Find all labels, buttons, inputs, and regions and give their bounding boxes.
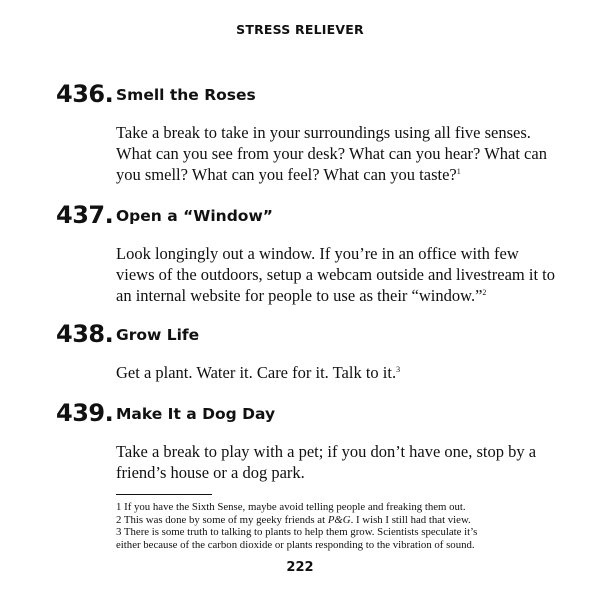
tip-body-text: Take a break to play with a pet; if you don’t have one, stop by a friend’s house or a dog park. [116,442,537,482]
footnote-3-continued: either because of the carbon dioxide or plants responding to the vibration of sound. [116,538,475,551]
footnotes [116,501,556,551]
tip-number: 438. [56,320,114,348]
tip-number: 436. [56,80,114,108]
tip-body-text: Get a plant. Water it. Care for it. Talk to it. [116,363,397,382]
page-number: 222 [286,560,314,575]
footnote-2 [116,514,556,527]
footnote-divider [116,494,212,495]
footnote-ref: 2 [482,288,487,297]
footnote-1: 1 If you have the Sixth Sense, maybe avoid telling people and freaking them out. [116,501,466,513]
footnote-ref: 3 [396,365,401,374]
tip-body [116,243,556,306]
tip-body [116,362,556,383]
tip-body [116,441,556,483]
tip-title: Smell the Roses [116,86,256,104]
tip-body [116,122,556,185]
footnote-2-text-before: 2 This was done by some of my geeky friends at [116,513,328,526]
tip-number: 439. [56,399,114,427]
tip-title: Open a “Window” [116,207,273,225]
tip-title: Grow Life [116,326,200,344]
running-header: STRESS RELIEVER [236,22,364,37]
footnote-3: 3 There is some truth to talking to plants to help them grow. Scientists speculate it’s [116,526,478,538]
footnote-2-company: P&G [327,513,351,526]
tip-body-text: Look longingly out a window. If you’re in an office with few views of the outdoors, setup a webcam outside and livestream it to an internal website for people to use as their “window.” [116,244,555,305]
footnote-ref: 1 [456,167,461,176]
tip-body-text: Take a break to take in your surroundings using all five senses. What can you see from your desk? What can you hear? What can you smell? What can you feel? What can you taste? [116,123,547,184]
tip-number: 437. [56,201,114,229]
footnote-2-text-after: . I wish I still had that view. [350,513,471,526]
tip-title: Make It a Dog Day [116,405,276,423]
